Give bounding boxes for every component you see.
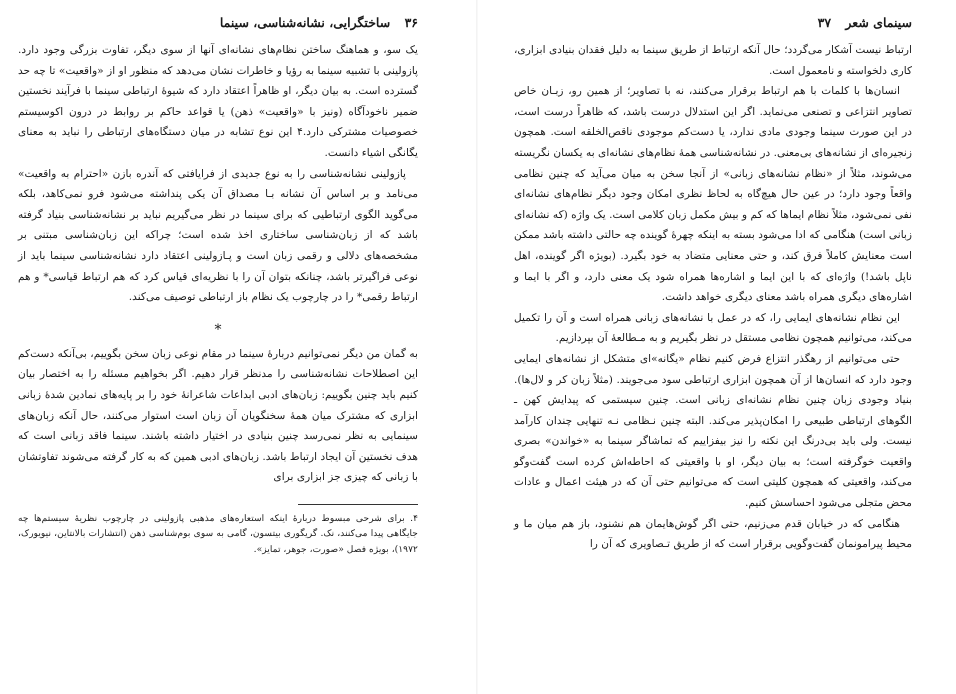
right-page-header [514, 14, 912, 36]
right-paragraph: حتی می‌توانیم از رهگذر انتزاع فرض کنیم نظام «یگانه»ای متشکل از نشانه‌های ایمایی وجود دارد که انسان‌ها از آن همچون ابزاری ارتباطی سود می‌جویند. (مثلاً زبان کر و لال‌ها). بنیاد وجودی زبان چنین نظام نشانه‌ای زبانی است. چنین سیستمی که پیدایش کهن ـ الگوهای ارتباطی طبیعی را امکان‌پذیر می‌کند. البته چنین نـظامی نـه تنهایی چندان کارآمد نیست. ولی باید بی‌درنگ این نکته را نیز بیفزاییم که تماشاگر سینما به «خواندن» بصری واقعیت خوگرفته است؛ به بیان دیگر، او با واقعیتی که احاطه‌اش کرده است گفت‌وگو می‌کند، واقعیتی که همچون کلیتی است که می‌توانیم حتی آن که در هیئت اعمال و عادات محض متجلی می‌شود احساسش کنیم. [514, 352, 912, 510]
left-running-head: ساختگرایی، نشانه‌شناسی، سینما [219, 15, 391, 30]
footnote-rule [298, 504, 418, 505]
footnote: ۴. برای شرحی مبسوط دربارهٔ اینکه استعاره‌های مذهبی پازولینی در چارچوب نظریهٔ سیستم‌ها چه جایگاهی پیدا می‌کنند، نک. گریگوری بیتسون، گامی به سوی بوم‌شناسی ذهن (انتشارات بالانتاین، نیویورک، ۱۹۷۲)، بویژه فصل «صورت، جوهر، تمایز». [18, 512, 418, 555]
right-page [478, 0, 956, 694]
right-body [514, 40, 912, 555]
section-separator: * [214, 321, 222, 338]
left-page-number: ۳۶ [404, 15, 418, 30]
left-page-header [18, 14, 418, 36]
left-paragraph: پازولینی نشانه‌شناسی را به نوع جدیدی از فرایافتی که آندره بازن «احترام به واقعیت» می‌نامد و بر اساس آن نشانه بـا مصداق آن یکی پنداشته می‌شود فرو نمی‌کاهد، بلکه می‌گوید الگوی ارتباطیی که برای سینما در نظر می‌گیریم نباید بر نشانه‌شناسی بنیاد گرفته باشد که از زبان‌شناسی ساختاری اخذ شده است؛ چراکه این زبان‌شناسی مبتنی بر مشخصه‌های دلالی و رقمی زبان است و پـازولینی اعتقاد دارد نشانه‌شناسی سینما باید از نوعی فراگیرتر باشد، چنانکه بتوان آن را با نظریه‌ای قیاس کرد که هم ارتباط قیاسی* و هم ارتباط رقمی* را در چارچوب یک نظام باز ارتباطی توصیف می‌کند. [18, 167, 418, 304]
left-paragraph: یک سو، و هماهنگ ساختن نظام‌های نشانه‌ای آنها از سوی دیگر، تفاوت بزرگی وجود دارد. پازولینی با تشبیه سینما به رؤیا و خاطرات نشان می‌دهد که منظور او از «واقعیت» تا چه حد گسترده است. به بیان دیگر، او ظاهراً اعتقاد دارد که شیوهٔ ارتباطی سینما با فرآیند نخستین ضمیر ناخودآگاه (ونیز با «واقعیت» ذهن) یا قواعد حاکم بر روابط در درون اکوسیستم خصوصیات مشترکی دارد.۴ این نوع تشابه در میان دستگاه‌های ارتباطی را نباید به معنای یگانگی اشیاء دانست. [18, 44, 418, 159]
right-paragraph: ارتباط نیست آشکار می‌گردد؛ حال آنکه ارتباط از طریق سینما به دلیل فقدان بنیادی ابزاری، کاری دلخواسته و نامعمول است. [514, 44, 912, 77]
right-paragraph: هنگامی که در خیابان قدم می‌زنیم، حتی اگر گوش‌هایمان هم نشنود، باز هم میان ما و محیط پیرامونمان گفت‌وگویی برقرار است که از طریق تـصاویری که آن را [514, 517, 912, 551]
left-body-bottom [18, 344, 418, 488]
right-running-head: سینمای شعر [845, 15, 912, 30]
left-paragraph: به گمان من دیگر نمی‌توانیم دربارهٔ سینما در مقام نوعی زبان سخن بگوییم، بی‌آنکه دست‌کم این اصطلاحات نشانه‌شناسی را مدنظر قرار دهیم. اگر بخواهیم مسئله را به اختصار بیان کنیم باید چنین بگوییم: زبان‌های ادبی ابداعات شاعرانهٔ خود را بر پایه‌های نمادین شدهٔ زبانی ابزاری که مشترک میان همهٔ سخنگویان آن زبان است استوار می‌کنند، حال آنکه زبان‌های سینمایی به نظر نمی‌رسد چنین بنیادی در اختیار داشته باشند. سینما فاقد زبانی است که هدف نخستین آن ایجاد ارتباط باشد. زبان‌های ادبی همین که به کار گرفته می‌شوند تفاوتشان با زبانی که چیزی جز ابزاری برای [18, 347, 418, 484]
right-page-number: ۳۷ [817, 15, 832, 30]
right-paragraph: این نظام نشانه‌های ایمایی را، که در عمل با نشانه‌های زبانی همراه است و آن را تکمیل می‌کند، می‌توانیم همچون نظامی مستقل در نظر بگیریم و به مـطالعهٔ آن بپردازیم. [514, 311, 912, 345]
left-body-top [18, 40, 418, 308]
right-paragraph: انسان‌ها با کلمات با هم ارتباط برقرار می‌کنند، نه با تصاویر؛ از همین رو، زبـان خاص تصاویر انتزاعی و تصنعی می‌نماید. اگر این استدلال درست باشد، که ظاهراً درست است، در این صورت سینما وجودی مادی ندارد، یا دست‌کم موجودی ناقص‌الخلقه است. همچون زنجیره‌ای از نشانه‌های بی‌معنی. در نشانه‌شناسی همهٔ نظام‌های نشانه‌ای به یکسان نگریسته می‌شوند، مثلاً از «نظام نشانه‌های زبانی» از آنجا سخن به میان می‌آید که چنین نظامی واقعاً وجود دارد؛ در عین حال هیچ‌گاه به لحاظ نظری امکان وجود دیگر نظام‌های نشانه‌ای نفی نمی‌شود، مثلاً نظام ایماها که کم و بیش مکمل زبان کلامی است. یک واژه (که نشانه‌ای زبانی است) هنگامی که ادا می‌شود بسته به اینکه چهرهٔ گوینده چه حالتی داشته باشد ممکن است معنایش کاملاً فرق کند، و حتی معنایی متضاد به خود بگیرد. (بویژه اگر گوینده، اهل ناپل باشد!) واژه‌ای که با این ایما و اشاره‌ها همراه شود یک معنی دارد، و اگر با ایما و اشاره‌های دیگری همراه باشد معنای دیگری خواهد داشت. [514, 85, 913, 304]
